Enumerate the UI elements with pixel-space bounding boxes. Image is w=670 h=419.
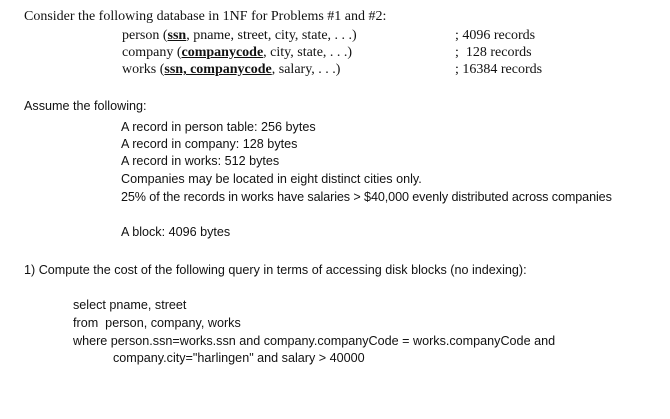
schema-row-works: works (ssn, companycode, salary, . . .) bbox=[122, 62, 341, 77]
assumption-item: A record in person table: 256 bytes bbox=[121, 120, 316, 134]
query-line: from person, company, works bbox=[73, 316, 241, 330]
query-line: company.city="harlingen" and salary > 40000 bbox=[113, 351, 365, 365]
record-count-works: ; 16384 records bbox=[455, 62, 543, 77]
question-text: 1) Compute the cost of the following query in terms of accessing disk blocks (no indexing): bbox=[24, 263, 527, 277]
primary-key: ssn bbox=[167, 28, 187, 43]
query-line: select pname, street bbox=[73, 298, 187, 312]
primary-key: companycode bbox=[181, 45, 264, 60]
record-count-person: ; 4096 records bbox=[455, 28, 536, 43]
assume-heading: Assume the following: bbox=[24, 99, 147, 113]
assumption-item: A record in works: 512 bytes bbox=[121, 154, 280, 168]
relation-name: company bbox=[122, 45, 174, 60]
query-line: where person.ssn=works.ssn and company.companyCode = works.companyCode and bbox=[73, 334, 556, 348]
primary-key: ssn, companycode bbox=[164, 62, 272, 77]
record-count-company: ; 128 records bbox=[455, 45, 532, 60]
relation-name: person bbox=[122, 28, 160, 43]
assumption-item: A record in company: 128 bytes bbox=[121, 137, 298, 151]
schema-row-person: person (ssn, pname, street, city, state, . . .) bbox=[122, 28, 357, 43]
assumption-item: Companies may be located in eight distinct cities only. bbox=[121, 172, 422, 186]
schema-row-company: company (companycode, city, state, . . .) bbox=[122, 45, 353, 60]
block-size: A block: 4096 bytes bbox=[121, 225, 231, 239]
intro-text: Consider the following database in 1NF for Problems #1 and #2: bbox=[24, 9, 387, 24]
relation-name: works bbox=[122, 62, 157, 77]
assumption-item: 25% of the records in works have salaries > $40,000 evenly distributed across companies bbox=[121, 190, 612, 204]
